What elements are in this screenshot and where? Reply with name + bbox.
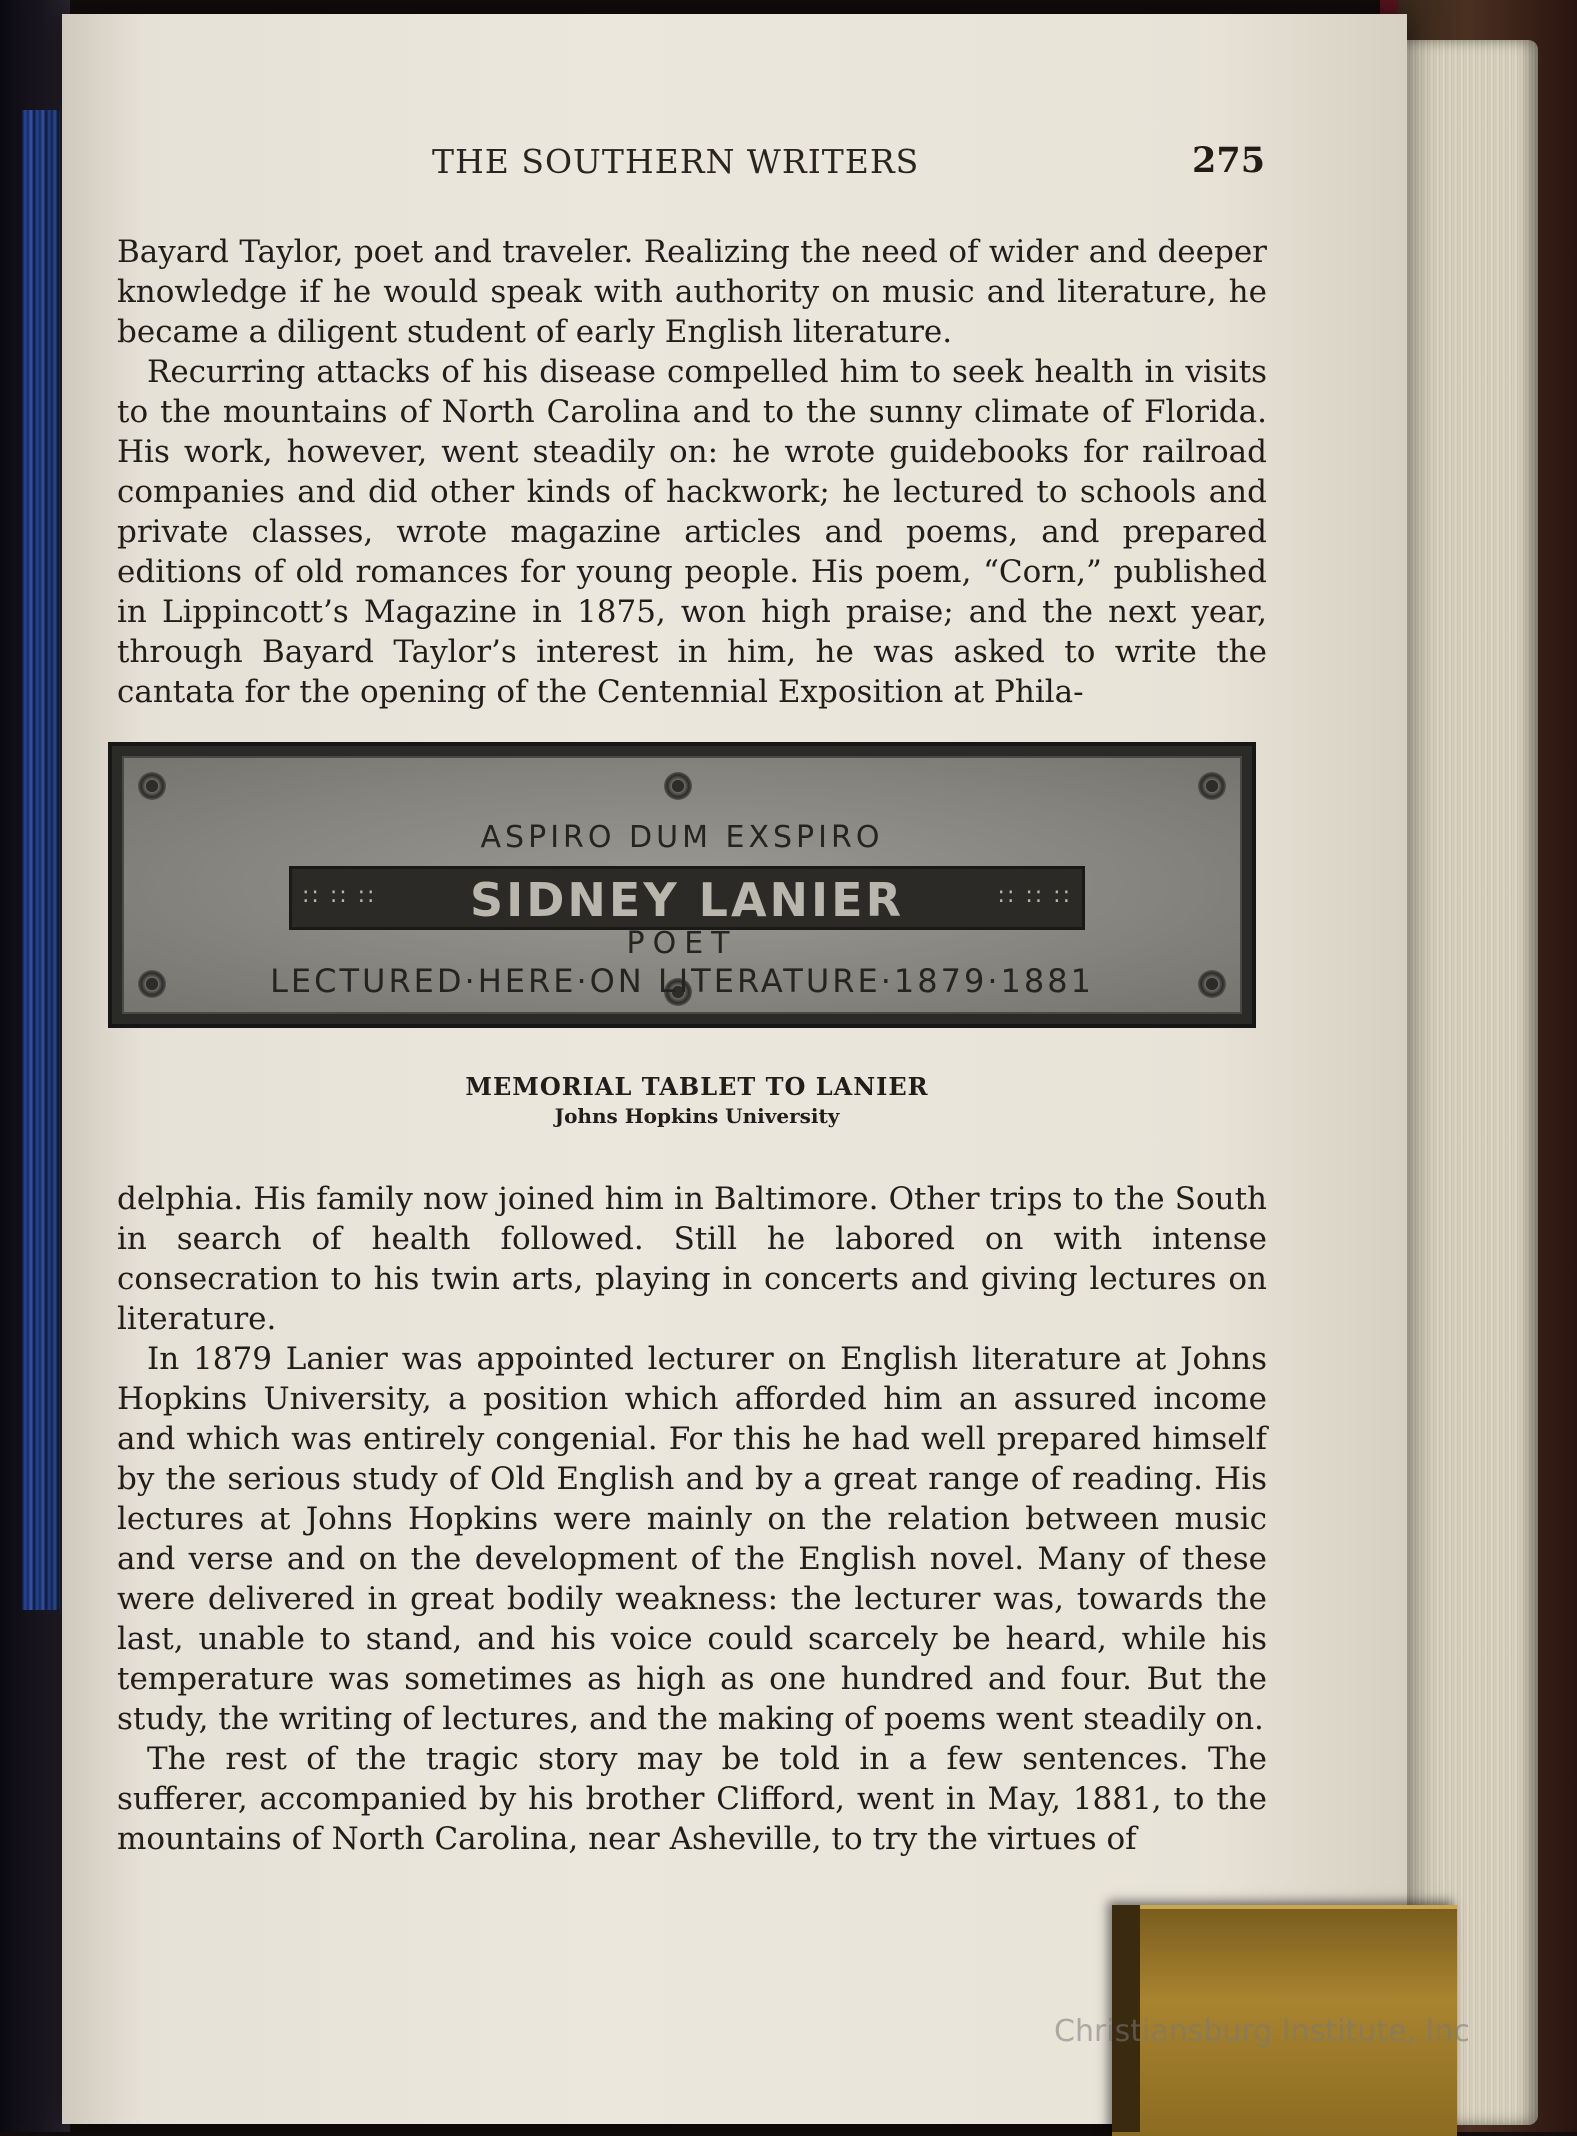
band-ornament: :: :: :: — [302, 883, 377, 908]
paragraph: The rest of the tragic story may be told in a few sentences. The sufferer, accompanied by his brother Clifford, went in May, 1881, to the mountains of North Carolina, near Asheville, to try the virtues of — [117, 1741, 1267, 1857]
page-edges — [1398, 40, 1538, 2125]
memorial-tablet-image — [108, 742, 1256, 1028]
page-header — [62, 132, 1407, 182]
paragraph: Recurring attacks of his disease compelled him to seek health in visits to the mountains of North Carolina and to the sunny climate of Florida. His work, however, went steadily on: he wrote guidebooks for railroad companies and did other kinds of hackwork; he lectured to schools and private classes, wrote magazine articles and poems, and prepared editions of old romances for young people. His poem, “Corn,” published in Lippincott’s Magazine in 1875, won high praise; and the next year, through Bayard Taylor’s interest in him, he was asked to write the cantata for the opening of the Centennial Exposition at Phila- — [117, 354, 1267, 710]
figure-caption-subtitle: Johns Hopkins University — [554, 1104, 840, 1128]
left-page-edge — [22, 110, 60, 1610]
tablet-role: POET — [626, 926, 738, 961]
body-text-bottom — [117, 1179, 1267, 1859]
page-number: 275 — [1192, 140, 1266, 181]
tablet-face — [122, 756, 1242, 1014]
rosette-ornament — [1198, 772, 1226, 800]
paragraph: Bayard Taylor, poet and traveler. Realizing the need of wider and deeper knowledge if he would speak with authority on music and literature, he became a diligent student of early English literature. — [117, 234, 1267, 350]
paragraph: In 1879 Lanier was appointed lecturer on English literature at Johns Hopkins University, a position which afforded him an assured income and which was entirely congenial. For this he had well prepared himself by the serious study of Old English and by a great range of reading. His lectures at Johns Hopkins were mainly on the relation between music and verse and on the development of the English novel. Many of these were delivered in great bodily weakness: the lecturer was, towards the last, unable to stand, and his voice could scarcely be heard, while his temperature was sometimes as high as one hundred and four. But the study, the writing of lectures, and the making of poems went steadily on. — [117, 1341, 1267, 1737]
band-ornament: :: :: :: — [997, 883, 1072, 908]
rosette-ornament — [138, 772, 166, 800]
tablet-inscription: LECTURED·HERE·ON LITERATURE·1879·1881 — [270, 962, 1094, 1000]
body-text-top — [117, 232, 1267, 712]
paragraph: delphia. His family now joined him in Baltimore. Other trips to the South in search of health followed. Still he labored on with intense consecration to his twin arts, playing in concerts and giving lectures on literature. — [117, 1181, 1267, 1337]
tablet-name: SIDNEY LANIER — [469, 873, 905, 927]
rosette-ornament — [664, 772, 692, 800]
watermark-text: Christiansburg Institute, Inc — [1054, 2014, 1470, 2049]
tablet-motto: ASPIRO DUM EXSPIRO — [480, 820, 884, 855]
book-page — [62, 14, 1407, 2124]
figure-caption-title: MEMORIAL TABLET TO LANIER — [465, 1072, 929, 1101]
tablet-name-band — [289, 866, 1085, 930]
running-title: THE SOUTHERN WRITERS — [432, 142, 920, 181]
